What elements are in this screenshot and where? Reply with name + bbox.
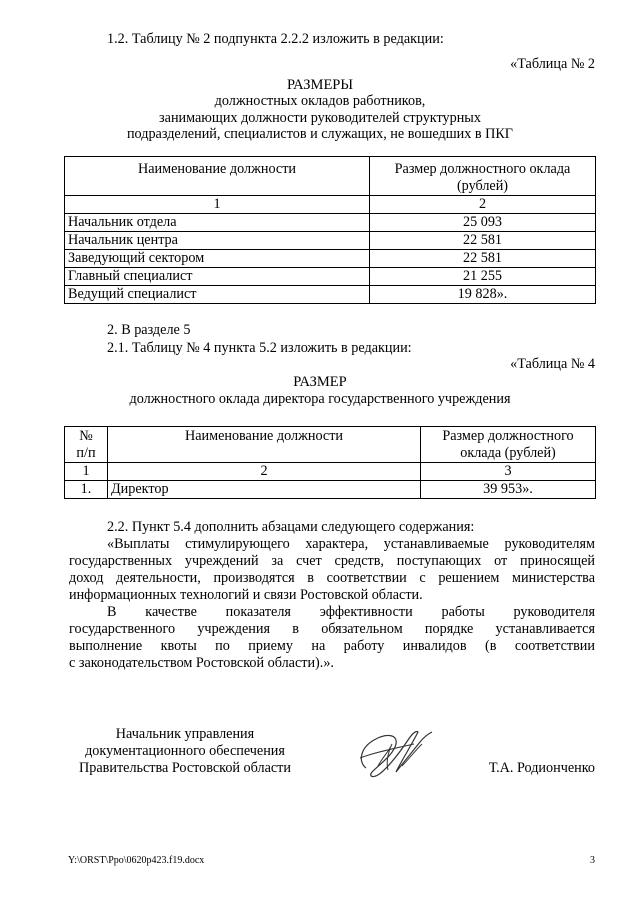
table2-position-cell: Начальник центра (65, 232, 370, 250)
para1-line-1: «Выплаты стимулирующего характера, устанавливаемые руководителям (107, 536, 595, 552)
paragraph-intro: 2.2. Пункт 5.4 дополнить абзацами следующего содержания: (107, 519, 475, 535)
para1-line-3: доход деятельности, производятся в соответствии с решением министерства (69, 570, 595, 586)
table4-caption: «Таблица № 4 (510, 356, 595, 372)
signature-title-3: Правительства Ростовской области (79, 760, 291, 776)
para1-line-2: государственных учреждений за счет средств, поступающих от приносящей (69, 553, 595, 569)
table4 (64, 426, 596, 499)
table4-position-cell: Директор (108, 481, 421, 499)
table2-title: РАЗМЕРЫ (286, 77, 354, 93)
para1-line-4: информационных технологий и связи Ростовской области. (69, 587, 423, 603)
table4-salary-cell: 39 953». (421, 481, 596, 499)
table4-num-3: 3 (421, 463, 596, 481)
table2-salary-cell: 19 828». (370, 286, 596, 304)
signature-title-2: документационного обеспечения (85, 743, 285, 759)
table4-header-number: № п/п (65, 427, 108, 463)
table2-caption: «Таблица № 2 (510, 56, 595, 72)
table2-subtitle-2: занимающих должности руководителей структурных (159, 110, 481, 126)
table-row (65, 214, 596, 232)
table2-position-cell: Ведущий специалист (65, 286, 370, 304)
table-row (65, 232, 596, 250)
table-row (65, 268, 596, 286)
para2-line-4: с законодательством Ростовской области).». (69, 655, 334, 671)
signature-title-1: Начальник управления (115, 726, 255, 742)
section5-line: 2. В разделе 5 (107, 322, 191, 338)
table4-header-position: Наименование должности (108, 427, 421, 463)
table2-header-position: Наименование должности (65, 157, 370, 196)
table4-subtitle: должностного оклада директора государственного учреждения (129, 391, 511, 407)
table4-header-row (65, 427, 596, 463)
table2-subtitle-1: должностных окладов работников, (214, 93, 426, 109)
table2-position-cell: Заведующий сектором (65, 250, 370, 268)
signature-name: Т.А. Родионченко (488, 760, 595, 776)
table2-subtitle-3: подразделений, специалистов и служащих, не вошедших в ПКГ (126, 126, 514, 142)
table-row (65, 250, 596, 268)
table2-num-2: 2 (370, 196, 596, 214)
table-row (65, 286, 596, 304)
table4-num-2: 2 (108, 463, 421, 481)
section5-1-line: 2.1. Таблицу № 4 пункта 5.2 изложить в редакции: (107, 340, 412, 356)
intro-line: 1.2. Таблицу № 2 подпункта 2.2.2 изложить в редакции: (107, 31, 444, 47)
table-row (65, 481, 596, 499)
table2-position-cell: Начальник отдела (65, 214, 370, 232)
table2-num-1: 1 (65, 196, 370, 214)
table2-position-cell: Главный специалист (65, 268, 370, 286)
table2-header-salary: Размер должностного оклада (рублей) (370, 157, 596, 196)
para2-line-3: выполнение квоты по приему на работу инвалидов (в соответствии (69, 638, 595, 654)
handwritten-signature (352, 722, 438, 784)
table2-salary-cell: 22 581 (370, 250, 596, 268)
table2-salary-cell: 25 093 (370, 214, 596, 232)
table4-header-salary: Размер должностного оклада (рублей) (421, 427, 596, 463)
para2-line-2: государственного учреждения в обязательном порядке устанавливается (69, 621, 595, 637)
table2-salary-cell: 21 255 (370, 268, 596, 286)
table4-num-1: 1 (65, 463, 108, 481)
table4-title: РАЗМЕР (293, 374, 347, 390)
table2 (64, 156, 596, 304)
table4-numbering-row (65, 463, 596, 481)
table2-numbering-row (65, 196, 596, 214)
table2-header-row (65, 157, 596, 196)
table2-salary-cell: 22 581 (370, 232, 596, 250)
para2-line-1: В качестве показателя эффективности работы руководителя (107, 604, 595, 620)
page-number: 3 (590, 855, 595, 866)
footer-file-path: Y:\ORST\Ppo\0620p423.f19.docx (68, 855, 205, 866)
table4-number-cell: 1. (65, 481, 108, 499)
